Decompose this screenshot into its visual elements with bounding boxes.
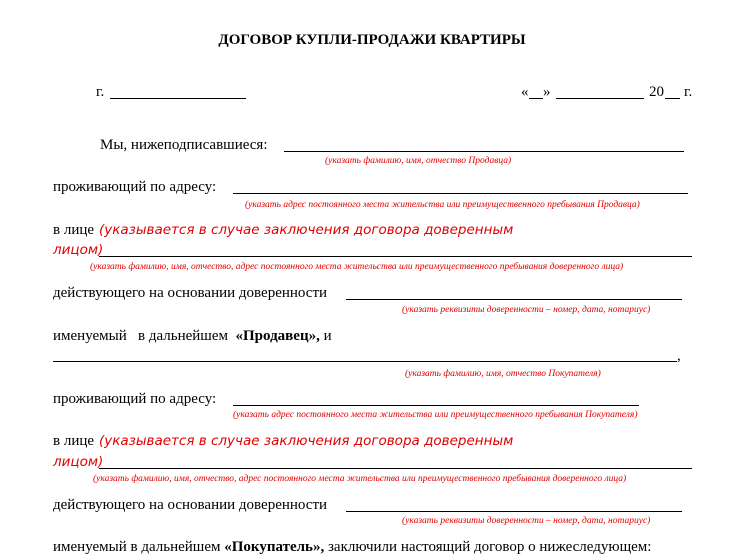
buyer-proxy-note-1: (указывается в случае заключения договора доверенным [99,433,514,449]
seller-poa-hint: (указать реквизиты доверенности – номер, дата, нотариус) [402,305,651,315]
seller-poa-blank[interactable] [346,299,682,300]
seller-proxy-blank[interactable] [99,256,692,257]
seller-intro: Мы, нижеподписавшиеся: [100,137,268,153]
seller-poa-label: действующего на основании доверенности [53,285,328,301]
buyer-proxy-note-2: лицом) [53,454,104,470]
seller-named-suffix: и [319,328,332,344]
buyer-named-prefix: именуемый в дальнейшем [53,539,225,555]
day-blank[interactable] [529,98,543,99]
buyer-address-hint: (указать адрес постоянного места жительства или преимущественного пребывания Покупателя) [233,410,638,420]
date-quote-open: « [521,84,529,100]
page-title: ДОГОВОР КУПЛИ-ПРОДАЖИ КВАРТИРЫ [218,32,526,48]
buyer-poa-blank[interactable] [346,511,682,512]
city-blank[interactable] [110,98,246,99]
date-quote-close: » [543,84,551,100]
seller-proxy-note-2: лицом) [53,242,104,258]
seller-address-blank[interactable] [233,193,688,194]
buyer-proxy-blank[interactable] [99,468,692,469]
buyer-role: «Покупатель», [224,539,325,555]
seller-address-label: проживающий по адресу: [53,179,217,195]
seller-proxy-hint: (указать фамилию, имя, отчество, адрес постоянного места жительства или преимущественного пребывания доверенного лица) [90,262,624,272]
buyer-address-label: проживающий по адресу: [53,391,217,407]
buyer-poa-label: действующего на основании доверенности [53,497,328,513]
seller-address-hint: (указать адрес постоянного места жительства или преимущественного пребывания Продавца) [245,200,640,210]
seller-named-line [53,327,332,345]
buyer-name-hint: (указать фамилию, имя, отчество Покупателя) [405,369,601,379]
buyer-address-blank[interactable] [233,405,639,406]
year-suffix: г. [684,84,693,100]
year-prefix: 20 [649,84,664,100]
seller-name-hint: (указать фамилию, имя, отчество Продавца) [325,156,512,166]
buyer-name-comma: , [677,348,681,364]
seller-in-person: в лице [53,222,95,238]
buyer-in-person: в лице [53,433,95,449]
seller-name-blank[interactable] [284,151,684,152]
city-label: г. [96,84,105,100]
buyer-proxy-hint: (указать фамилию, имя, отчество, адрес постоянного места жительства или преимущественного пребывания доверенного лица) [93,474,627,484]
seller-named-prefix: именуемый в дальнейшем [53,328,236,344]
seller-role: «Продавец», [235,328,320,344]
buyer-poa-hint: (указать реквизиты доверенности – номер, дата, нотариус) [402,516,651,526]
seller-proxy-note-1: (указывается в случае заключения договора доверенным [99,222,514,238]
buyer-named-line [53,538,651,556]
buyer-name-blank[interactable] [53,361,677,362]
month-blank[interactable] [556,98,644,99]
buyer-named-suffix: заключили настоящий договор о нижеследующем: [324,539,652,555]
year-blank[interactable] [665,98,680,99]
